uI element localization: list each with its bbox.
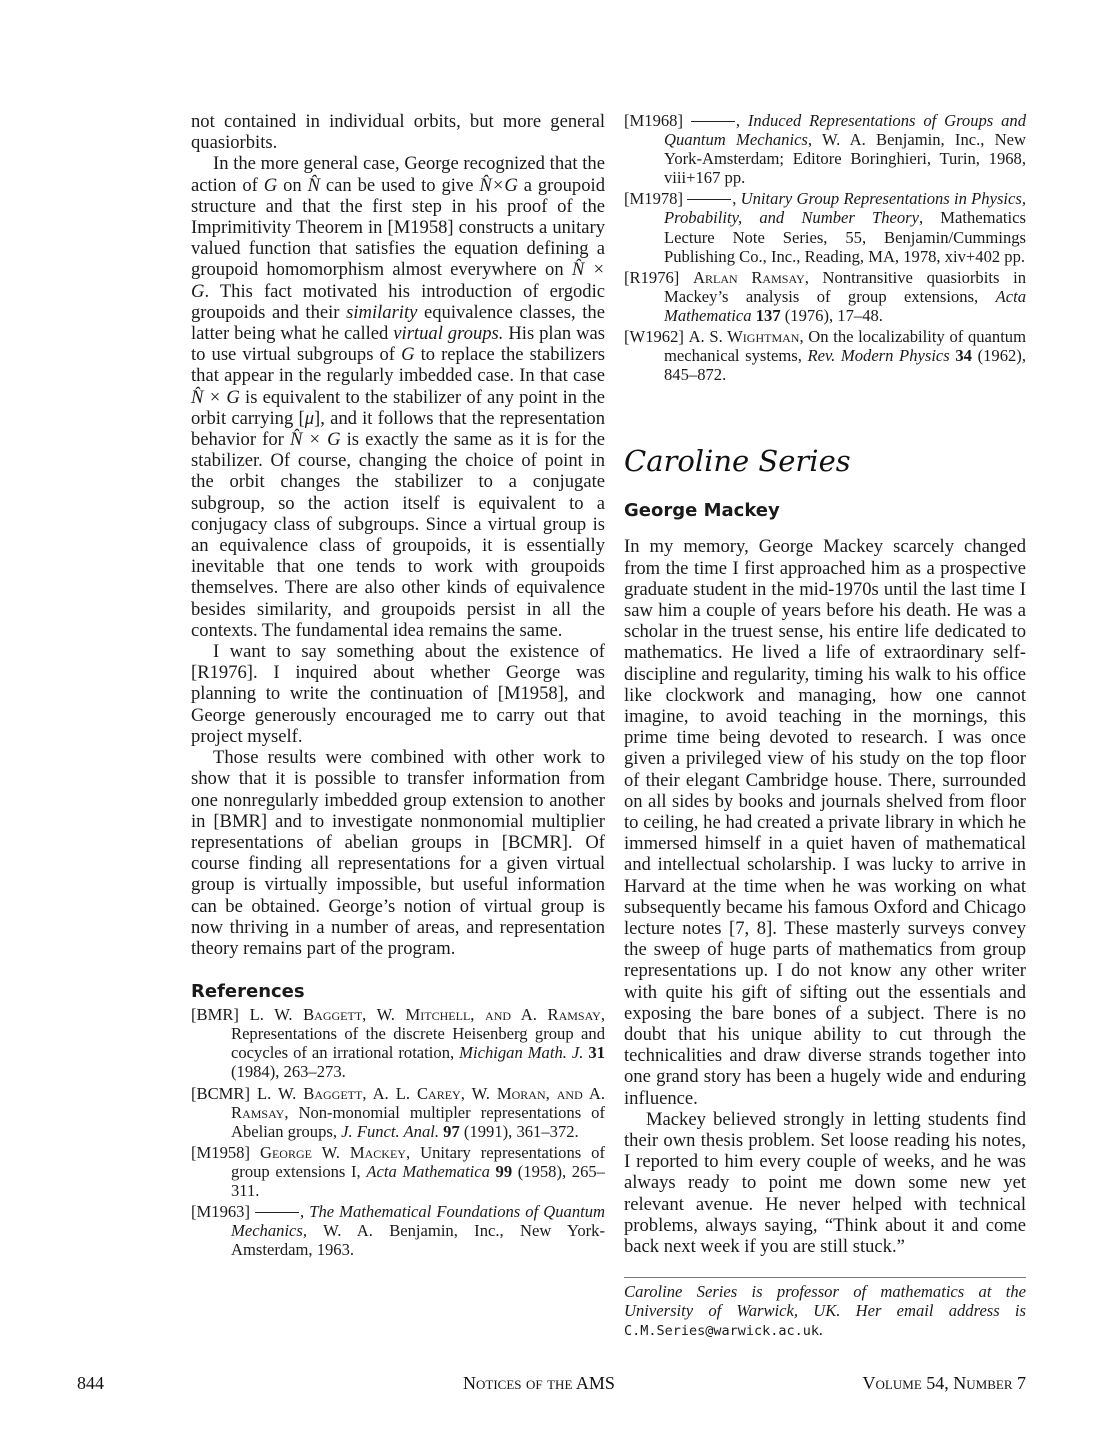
reference-item: [W1962] A. S. Wightman, On the localizability of quantum mechanical systems, Rev. Modern Physics 34 (1962), 845–872. [624, 327, 1027, 385]
ditto-dash [691, 121, 735, 122]
references-heading: References [191, 981, 305, 1003]
reference-item: [M1963] , The Mathematical Foundations of Quantum Mechanics, W. A. Benjamin, Inc., New York-Amsterdam, 1963. [191, 1202, 606, 1260]
body-paragraph: I want to say something about the existence of [R1976]. I inquired about whether George was planning to write the continuation of [M1958], and George generously encouraged me to carry out that project myself. [191, 641, 605, 747]
page-number: 844 [77, 1373, 104, 1393]
reference-item: [M1958] George W. Mackey, Unitary representations of group extensions I, Acta Mathematica 99 (1958), 265–311. [191, 1142, 605, 1200]
body-paragraph: In my memory, George Mackey scarcely changed from the time I first approached him as a prospective graduate student in the mid-1970s until the last time I saw him a couple of years before his death. He was a scholar in the truest sense, his entire life dedicated to mathematics. He lived a life of extraordinary self-discipline and regularity, timing his walk to his office like clockwork and managing, how one cannot imagine, to avoid teaching in the mornings, this prime time being devoted to research. I was once given a privileged view of his study on the top floor of their elegant Cambridge house. There, surrounded on all sides by books and journals shelved from floor to ceiling, he had created a private library in which he immersed himself in a quiet haven of mathematical and intellectual scholarship. I was lucky to arrive in Harvard at the time when he was working on what subsequently became his famous Oxford and Chicago lecture notes [7, 8]. These masterly surveys convey the sweep of huge parts of mathematics from group representations up. I do not know any other writer with quite his gift of sifting out the essentials and exposing the bare bones of a subject. There is no doubt that his unique ability to cut through the technicalities and draw diverse strands together into one grand story has been a hugely wide and enduring influence. [624, 536, 1026, 1109]
right-column [624, 111, 1026, 1342]
body-paragraph: Mackey believed strongly in letting students find their own thesis problem. Set loose reading his notes, I reported to him every couple of weeks, and he was always ready to point me down some new yet relevant avenue. He never helped with technical problems, always saying, “Think about it and come back next week if you are still stuck.” [624, 1108, 1026, 1258]
author-email-link[interactable]: C.M.Series@warwick.ac.uk [624, 1323, 820, 1340]
volume-issue: Volume 54, Number 7 [862, 1373, 1026, 1393]
author-bio: Caroline Series is professor of mathematics at the University of Warwick, UK. Her email address is C.M.Series@warwick.ac.uk. [624, 1282, 1026, 1340]
reference-item: [R1976] Arlan Ramsay, Nontransitive quasiorbits in Mackey’s analysis of group extensions, Acta Mathematica 137 (1976), 17–48. [624, 267, 1027, 325]
reference-item: [BCMR] L. W. Baggett, A. L. Carey, W. Moran, and A. Ramsay, Non-monomial multipler representations of Abelian groups, J. Funct. Anal. 97 (1991), 361–372. [191, 1083, 605, 1141]
body-paragraph: not contained in individual orbits, but more general quasiorbits. [191, 111, 605, 154]
body-paragraph: Those results were combined with other work to show that it is possible to transfer information from one nonregularly imbedded group extension to another in [BMR] and to investigate nonmonomial multiplier representations of abelian groups in [BCMR]. Of course finding all representations for a given virtual group is virtually impossible, but useful information can be obtained. George’s notion of virtual group is now thriving in a number of areas, and representation theory remains part of the program. [191, 747, 605, 959]
article-title: George Mackey [624, 500, 780, 522]
ditto-dash [255, 1212, 299, 1213]
author-name: Caroline Series [624, 444, 851, 479]
reference-item: [M1978] , Unitary Group Representations in Physics, Probability, and Number Theory, Mathematics Lecture Note Series, 55, Benjamin/Cummings Publishing Co., Inc., Reading, MA, 1978, xiv+402 pp. [624, 189, 1026, 266]
body-paragraph: In the more general case, George recognized that the action of G on N̂ can be used to give N̂×G a groupoid structure and that the first step in his proof of the Imprimitivity Theorem in [M1958] constructs a unitary valued function that satisfies the equation defining a groupoid homomorphism almost everywhere on N̂ × G. This fact motivated his introduction of ergodic groupoids and their similarity equivalence classes, the latter being what he called virtual groups. His plan was to use virtual subgroups of G to replace the stabilizers that appear in the regularly imbedded case. In that case N̂ × G is equivalent to the stabilizer of any point in the orbit carrying [μ], and it follows that the representation behavior for N̂ × G is exactly the same as it is for the stabilizer. Of course, changing the choice of point in the orbit changes the stabilizer to a conjugate subgroup, so the action itself is equivalent to a conjugacy class of subgroups. Since a virtual group is an equivalence class of groupoids, it is essentially inevitable that one tends to work with groupoids themselves. There are also other kinds of equivalence besides similarity, and groupoids persist in all the contexts. The fundamental idea remains the same. [191, 153, 606, 641]
ditto-dash [687, 199, 731, 200]
left-column [191, 111, 605, 1261]
reference-item: [M1968] , Induced Representations of Groups and Quantum Mechanics, W. A. Benjamin, Inc., New York-Amsterdam; Editore Boringhieri, Turin, 1968, viii+167 pp. [624, 111, 1027, 188]
bio-divider [624, 1277, 1026, 1278]
reference-item: [BMR] L. W. Baggett, W. Mitchell, and A. Ramsay, Representations of the discrete Heisenberg group and cocycles of an irrational rotation, Michigan Math. J. 31 (1984), 263–273. [191, 1005, 605, 1082]
journal-name: Notices of the AMS [463, 1373, 615, 1393]
